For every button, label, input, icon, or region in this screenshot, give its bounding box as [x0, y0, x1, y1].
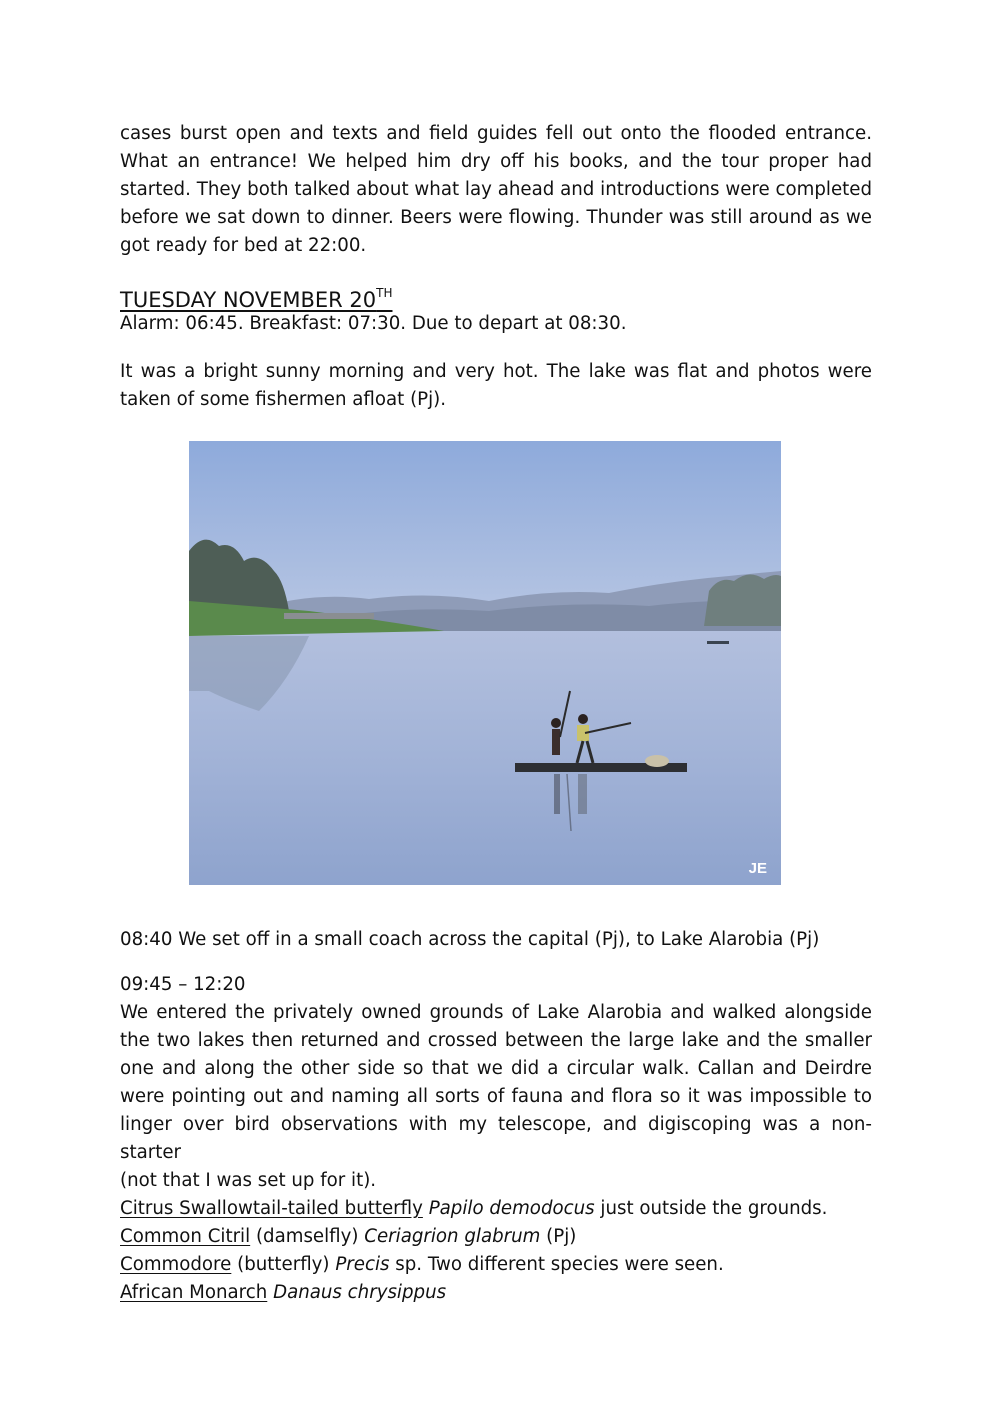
- species-latin: Danaus chrysippus: [273, 1282, 447, 1303]
- species-name: Citrus Swallowtail-tailed butterfly: [120, 1198, 423, 1219]
- species-line: [120, 1251, 872, 1279]
- species-pre: (butterfly): [231, 1254, 336, 1275]
- species-note: sp. Two different species were seen.: [389, 1254, 724, 1275]
- species-name: Common Citril: [120, 1226, 251, 1247]
- morning-line-1: It was a bright sunny morning and very hot. The lake was flat and photos were: [120, 361, 872, 382]
- species-name: Commodore: [120, 1254, 232, 1275]
- day-heading-sup: TH: [376, 286, 393, 300]
- species-pre: (damselfly): [250, 1226, 365, 1247]
- walk-paragraph: [120, 999, 872, 1307]
- intro-line-1: cases burst open and texts and field guides fell out onto the flooded entrance.: [120, 123, 872, 144]
- species-latin: Precis: [335, 1254, 390, 1275]
- species-line: [120, 1195, 872, 1223]
- coach-line: 08:40 We set off in a small coach across the capital (Pj), to Lake Alarobia (Pj): [120, 929, 820, 950]
- time-range: 09:45 – 12:20: [120, 974, 246, 995]
- alarm-line: Alarm: 06:45. Breakfast: 07:30. Due to depart at 08:30.: [120, 313, 627, 334]
- intro-line-5: got ready for bed at 22:00.: [120, 235, 367, 256]
- walk-line-1: We entered the privately owned grounds of Lake Alarobia and walked alongside: [120, 1002, 872, 1023]
- intro-paragraph: [120, 120, 872, 260]
- walk-line-4: were pointing out and naming all sorts of fauna and flora so it was impossible to: [120, 1086, 872, 1107]
- morning-line-2: taken of some fishermen afloat (Pj).: [120, 389, 447, 410]
- morning-paragraph: [120, 358, 872, 414]
- walk-line-6: (not that I was set up for it).: [120, 1170, 377, 1191]
- photo-credit: JE: [748, 860, 767, 877]
- walk-line-2: the two lakes then returned and crossed between the large lake and the smaller: [120, 1030, 872, 1051]
- species-latin: Ceriagrion glabrum: [364, 1226, 541, 1247]
- lake-photo-illustration: [189, 441, 781, 885]
- lake-photo: [189, 441, 781, 885]
- walk-line-5: linger over bird observations with my telescope, and digiscoping was a non-starter: [120, 1114, 872, 1163]
- intro-line-2: What an entrance! We helped him dry off his books, and the tour proper had: [120, 151, 872, 172]
- intro-line-3: started. They both talked about what lay ahead and introductions were completed: [120, 179, 872, 200]
- species-line: [120, 1223, 872, 1251]
- species-note: (Pj): [540, 1226, 577, 1247]
- species-latin: Papilo demodocus: [428, 1198, 595, 1219]
- species-name: African Monarch: [120, 1282, 268, 1303]
- walk-line-3: one and along the other side so that we did a circular walk. Callan and Deirdre: [120, 1058, 872, 1079]
- intro-line-4: before we sat down to dinner. Beers were flowing. Thunder was still around as we: [120, 207, 872, 228]
- species-note: just outside the grounds.: [594, 1198, 828, 1219]
- species-line: [120, 1279, 872, 1307]
- day-heading-text: TUESDAY NOVEMBER 20: [120, 288, 377, 312]
